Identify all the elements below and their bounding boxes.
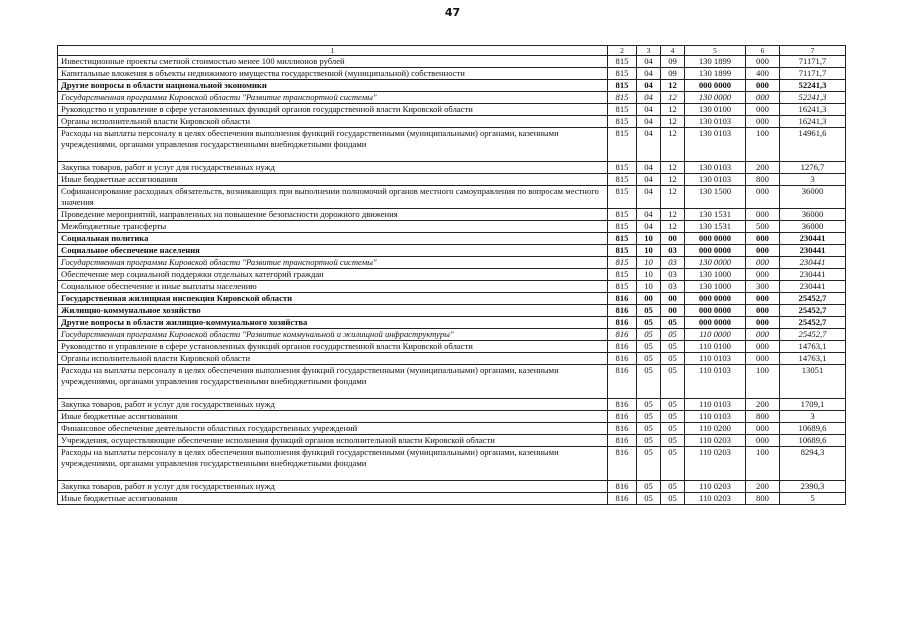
subsection-code: 03 <box>661 245 685 257</box>
header-col-5: 5 <box>685 46 746 56</box>
table-row <box>58 174 846 186</box>
expense-type: 000 <box>746 233 780 245</box>
table-row <box>58 68 846 80</box>
subsection-code: 12 <box>661 162 685 174</box>
table-row <box>58 493 846 505</box>
subsection-code: 09 <box>661 68 685 80</box>
subsection-code: 12 <box>661 104 685 116</box>
agency-code: 815 <box>608 269 637 281</box>
section-code: 04 <box>637 221 661 233</box>
subsection-code: 09 <box>661 56 685 68</box>
expense-type: 200 <box>746 399 780 411</box>
subsection-code: 05 <box>661 493 685 505</box>
table-row <box>58 411 846 423</box>
agency-code: 816 <box>608 353 637 365</box>
expense-type: 200 <box>746 481 780 493</box>
amount: 1709,1 <box>780 399 846 411</box>
agency-code: 816 <box>608 341 637 353</box>
table-row <box>58 435 846 447</box>
expense-type: 000 <box>746 257 780 269</box>
table-row <box>58 329 846 341</box>
row-name: Иные бюджетные ассигнования <box>58 493 608 505</box>
subsection-code: 12 <box>661 174 685 186</box>
target-article: 130 1000 <box>685 269 746 281</box>
agency-code: 816 <box>608 435 637 447</box>
subsection-code: 05 <box>661 353 685 365</box>
section-code: 04 <box>637 68 661 80</box>
target-article: 110 0203 <box>685 481 746 493</box>
agency-code: 815 <box>608 281 637 293</box>
expense-type: 800 <box>746 411 780 423</box>
subsection-code: 03 <box>661 257 685 269</box>
section-code: 04 <box>637 104 661 116</box>
agency-code: 815 <box>608 162 637 174</box>
target-article: 000 0000 <box>685 293 746 305</box>
expense-type: 100 <box>746 365 780 399</box>
amount: 52241,3 <box>780 92 846 104</box>
table-row <box>58 481 846 493</box>
subsection-code: 05 <box>661 341 685 353</box>
subsection-code: 12 <box>661 116 685 128</box>
row-name: Софинансирование расходных обязательств, возникающих при выполнении полномочий органов местного самоуправления по вопросам местного значения <box>58 186 608 209</box>
subsection-code: 12 <box>661 186 685 209</box>
expense-type: 000 <box>746 423 780 435</box>
header-row <box>58 46 846 56</box>
target-article: 110 0200 <box>685 423 746 435</box>
section-code: 10 <box>637 245 661 257</box>
table-row <box>58 257 846 269</box>
target-article: 110 0103 <box>685 353 746 365</box>
amount: 2390,3 <box>780 481 846 493</box>
section-code: 05 <box>637 341 661 353</box>
page-number: 47 <box>444 6 461 19</box>
table-row <box>58 447 846 481</box>
expense-type: 200 <box>746 162 780 174</box>
amount: 14763,1 <box>780 341 846 353</box>
amount: 25452,7 <box>780 305 846 317</box>
amount: 3 <box>780 174 846 186</box>
amount: 25452,7 <box>780 317 846 329</box>
table-header <box>58 46 846 56</box>
expense-type: 000 <box>746 435 780 447</box>
expense-type: 300 <box>746 281 780 293</box>
expense-type: 400 <box>746 68 780 80</box>
agency-code: 815 <box>608 186 637 209</box>
expense-type: 800 <box>746 174 780 186</box>
section-code: 04 <box>637 92 661 104</box>
expense-type: 000 <box>746 92 780 104</box>
target-article: 130 0103 <box>685 174 746 186</box>
subsection-code: 05 <box>661 329 685 341</box>
agency-code: 816 <box>608 411 637 423</box>
amount: 36000 <box>780 186 846 209</box>
row-name: Государственная программа Кировской области "Развитие коммунальной и жилищной инфраструктуры" <box>58 329 608 341</box>
agency-code: 816 <box>608 399 637 411</box>
table-row <box>58 341 846 353</box>
target-article: 000 0000 <box>685 245 746 257</box>
subsection-code: 05 <box>661 481 685 493</box>
target-article: 110 0103 <box>685 399 746 411</box>
expense-type: 000 <box>746 245 780 257</box>
subsection-code: 03 <box>661 281 685 293</box>
amount: 230441 <box>780 233 846 245</box>
section-code: 05 <box>637 481 661 493</box>
section-code: 10 <box>637 257 661 269</box>
agency-code: 815 <box>608 128 637 162</box>
subsection-code: 00 <box>661 293 685 305</box>
table-row <box>58 423 846 435</box>
target-article: 110 0203 <box>685 493 746 505</box>
expense-type: 000 <box>746 293 780 305</box>
row-name: Государственная программа Кировской области "Развитие транспортной системы" <box>58 92 608 104</box>
amount: 1276,7 <box>780 162 846 174</box>
agency-code: 815 <box>608 233 637 245</box>
amount: 36000 <box>780 221 846 233</box>
agency-code: 815 <box>608 116 637 128</box>
expense-type: 000 <box>746 341 780 353</box>
header-col-4: 4 <box>661 46 685 56</box>
row-name: Руководство и управление в сфере установленных функций органов государственной власти Кировской области <box>58 341 608 353</box>
row-name: Инвестиционные проекты сметной стоимостью менее 100 миллионов рублей <box>58 56 608 68</box>
target-article: 110 0100 <box>685 341 746 353</box>
table-row <box>58 92 846 104</box>
table-row <box>58 162 846 174</box>
agency-code: 816 <box>608 481 637 493</box>
section-code: 05 <box>637 399 661 411</box>
target-article: 110 0103 <box>685 411 746 423</box>
header-col-2: 2 <box>608 46 637 56</box>
target-article: 130 1000 <box>685 281 746 293</box>
expense-type: 000 <box>746 305 780 317</box>
expense-type: 000 <box>746 317 780 329</box>
target-article: 000 0000 <box>685 233 746 245</box>
agency-code: 815 <box>608 92 637 104</box>
amount: 36000 <box>780 209 846 221</box>
table-row <box>58 80 846 92</box>
section-code: 05 <box>637 305 661 317</box>
amount: 230441 <box>780 269 846 281</box>
target-article: 110 0203 <box>685 435 746 447</box>
agency-code: 815 <box>608 80 637 92</box>
subsection-code: 12 <box>661 92 685 104</box>
agency-code: 815 <box>608 174 637 186</box>
agency-code: 815 <box>608 257 637 269</box>
amount: 25452,7 <box>780 293 846 305</box>
table-row <box>58 365 846 399</box>
row-name: Обеспечение мер социальной поддержки отдельных категорий граждан <box>58 269 608 281</box>
section-code: 10 <box>637 269 661 281</box>
agency-code: 815 <box>608 56 637 68</box>
row-name: Закупка товаров, работ и услуг для государственных нужд <box>58 162 608 174</box>
expense-type: 000 <box>746 116 780 128</box>
table-row <box>58 293 846 305</box>
section-code: 04 <box>637 209 661 221</box>
amount: 230441 <box>780 245 846 257</box>
table-row <box>58 186 846 209</box>
target-article: 130 0103 <box>685 116 746 128</box>
header-col-7: 7 <box>780 46 846 56</box>
row-name: Государственная жилищная инспекция Кировской области <box>58 293 608 305</box>
expense-type: 100 <box>746 447 780 481</box>
header-col-6: 6 <box>746 46 780 56</box>
target-article: 110 0203 <box>685 447 746 481</box>
amount: 230441 <box>780 281 846 293</box>
section-code: 05 <box>637 447 661 481</box>
expense-type: 000 <box>746 186 780 209</box>
table-row <box>58 233 846 245</box>
target-article: 130 0100 <box>685 104 746 116</box>
section-code: 04 <box>637 186 661 209</box>
row-name: Руководство и управление в сфере установленных функций органов государственной власти Кировской области <box>58 104 608 116</box>
table-row <box>58 245 846 257</box>
amount: 8294,3 <box>780 447 846 481</box>
table-row <box>58 128 846 162</box>
row-name: Расходы на выплаты персоналу в целях обеспечения выполнения функций государственными (муниципальными) органами, казенными учреждениями, органами управления государственными внебюджетными фондами <box>58 365 608 399</box>
expense-type: 000 <box>746 329 780 341</box>
amount: 52241,3 <box>780 80 846 92</box>
row-name: Финансовое обеспечение деятельности областных государственных учреждений <box>58 423 608 435</box>
agency-code: 815 <box>608 245 637 257</box>
row-name: Расходы на выплаты персоналу в целях обеспечения выполнения функций государственными (муниципальными) органами, казенными учреждениями, органами управления государственными внебюджетными фондами <box>58 447 608 481</box>
expense-type: 500 <box>746 221 780 233</box>
row-name: Расходы на выплаты персоналу в целях обеспечения выполнения функций государственными (муниципальными) органами, казенными учреждениями, органами управления государственными внебюджетными фондами <box>58 128 608 162</box>
table-row <box>58 281 846 293</box>
agency-code: 816 <box>608 317 637 329</box>
agency-code: 816 <box>608 305 637 317</box>
subsection-code: 12 <box>661 209 685 221</box>
table-row <box>58 269 846 281</box>
expense-type: 000 <box>746 269 780 281</box>
section-code: 04 <box>637 56 661 68</box>
subsection-code: 05 <box>661 447 685 481</box>
section-code: 05 <box>637 423 661 435</box>
target-article: 000 0000 <box>685 80 746 92</box>
target-article: 130 1531 <box>685 209 746 221</box>
section-code: 04 <box>637 128 661 162</box>
amount: 10689,6 <box>780 423 846 435</box>
agency-code: 816 <box>608 293 637 305</box>
amount: 230441 <box>780 257 846 269</box>
row-name: Органы исполнительной власти Кировской области <box>58 353 608 365</box>
section-code: 05 <box>637 353 661 365</box>
amount: 16241,3 <box>780 116 846 128</box>
table-row <box>58 104 846 116</box>
section-code: 04 <box>637 162 661 174</box>
amount: 71171,7 <box>780 68 846 80</box>
amount: 25452,7 <box>780 329 846 341</box>
header-col-1: 1 <box>58 46 608 56</box>
agency-code: 816 <box>608 329 637 341</box>
agency-code: 815 <box>608 104 637 116</box>
target-article: 130 1899 <box>685 68 746 80</box>
expense-type: 100 <box>746 128 780 162</box>
agency-code: 815 <box>608 221 637 233</box>
section-code: 05 <box>637 435 661 447</box>
section-code: 04 <box>637 174 661 186</box>
subsection-code: 05 <box>661 435 685 447</box>
subsection-code: 05 <box>661 399 685 411</box>
amount: 5 <box>780 493 846 505</box>
target-article: 130 1899 <box>685 56 746 68</box>
row-name: Социальная политика <box>58 233 608 245</box>
target-article: 130 0103 <box>685 128 746 162</box>
row-name: Иные бюджетные ассигнования <box>58 174 608 186</box>
row-name: Другие вопросы в области национальной экономики <box>58 80 608 92</box>
row-name: Проведение мероприятий, направленных на повышение безопасности дорожного движения <box>58 209 608 221</box>
row-name: Органы исполнительной власти Кировской области <box>58 116 608 128</box>
section-code: 05 <box>637 329 661 341</box>
subsection-code: 12 <box>661 221 685 233</box>
target-article: 130 0000 <box>685 92 746 104</box>
amount: 13051 <box>780 365 846 399</box>
target-article: 110 0103 <box>685 365 746 399</box>
target-article: 000 0000 <box>685 317 746 329</box>
section-code: 05 <box>637 493 661 505</box>
row-name: Капитальные вложения в объекты недвижимого имущества государственной (муниципальной) собственности <box>58 68 608 80</box>
table-row <box>58 305 846 317</box>
table-row <box>58 209 846 221</box>
agency-code: 815 <box>608 68 637 80</box>
section-code: 10 <box>637 281 661 293</box>
subsection-code: 12 <box>661 128 685 162</box>
target-article: 110 0000 <box>685 329 746 341</box>
table-row <box>58 317 846 329</box>
amount: 16241,3 <box>780 104 846 116</box>
amount: 71171,7 <box>780 56 846 68</box>
row-name: Жилищно-коммунальное хозяйство <box>58 305 608 317</box>
subsection-code: 05 <box>661 365 685 399</box>
subsection-code: 00 <box>661 305 685 317</box>
table-row <box>58 399 846 411</box>
subsection-code: 05 <box>661 317 685 329</box>
expense-type: 000 <box>746 80 780 92</box>
header-col-3: 3 <box>637 46 661 56</box>
section-code: 05 <box>637 365 661 399</box>
table-row <box>58 353 846 365</box>
expense-type: 000 <box>746 353 780 365</box>
table-row <box>58 221 846 233</box>
row-name: Социальное обеспечение населения <box>58 245 608 257</box>
agency-code: 815 <box>608 209 637 221</box>
expense-type: 000 <box>746 209 780 221</box>
amount: 14763,1 <box>780 353 846 365</box>
row-name: Закупка товаров, работ и услуг для государственных нужд <box>58 399 608 411</box>
row-name: Учреждения, осуществляющие обеспечение исполнения функций органов исполнительной власти Кировской области <box>58 435 608 447</box>
target-article: 000 0000 <box>685 305 746 317</box>
target-article: 130 0103 <box>685 162 746 174</box>
amount: 10689,6 <box>780 435 846 447</box>
agency-code: 816 <box>608 423 637 435</box>
amount: 14961,6 <box>780 128 846 162</box>
row-name: Государственная программа Кировской области "Развитие транспортной системы" <box>58 257 608 269</box>
subsection-code: 12 <box>661 80 685 92</box>
agency-code: 816 <box>608 493 637 505</box>
subsection-code: 00 <box>661 233 685 245</box>
row-name: Иные бюджетные ассигнования <box>58 411 608 423</box>
subsection-code: 03 <box>661 269 685 281</box>
row-name: Другие вопросы в области жилищно-коммунального хозяйства <box>58 317 608 329</box>
agency-code: 816 <box>608 447 637 481</box>
row-name: Социальное обеспечение и иные выплаты населению <box>58 281 608 293</box>
section-code: 00 <box>637 293 661 305</box>
section-code: 10 <box>637 233 661 245</box>
section-code: 04 <box>637 80 661 92</box>
target-article: 130 1531 <box>685 221 746 233</box>
expense-type: 800 <box>746 493 780 505</box>
table-row <box>58 56 846 68</box>
section-code: 05 <box>637 317 661 329</box>
table-body <box>58 56 846 505</box>
expense-type: 000 <box>746 56 780 68</box>
expense-type: 000 <box>746 104 780 116</box>
amount: 3 <box>780 411 846 423</box>
budget-table <box>57 45 846 505</box>
target-article: 130 0000 <box>685 257 746 269</box>
agency-code: 816 <box>608 365 637 399</box>
section-code: 04 <box>637 116 661 128</box>
section-code: 05 <box>637 411 661 423</box>
table-row <box>58 116 846 128</box>
subsection-code: 05 <box>661 423 685 435</box>
row-name: Межбюджетные трансферты <box>58 221 608 233</box>
subsection-code: 05 <box>661 411 685 423</box>
target-article: 130 1500 <box>685 186 746 209</box>
row-name: Закупка товаров, работ и услуг для государственных нужд <box>58 481 608 493</box>
